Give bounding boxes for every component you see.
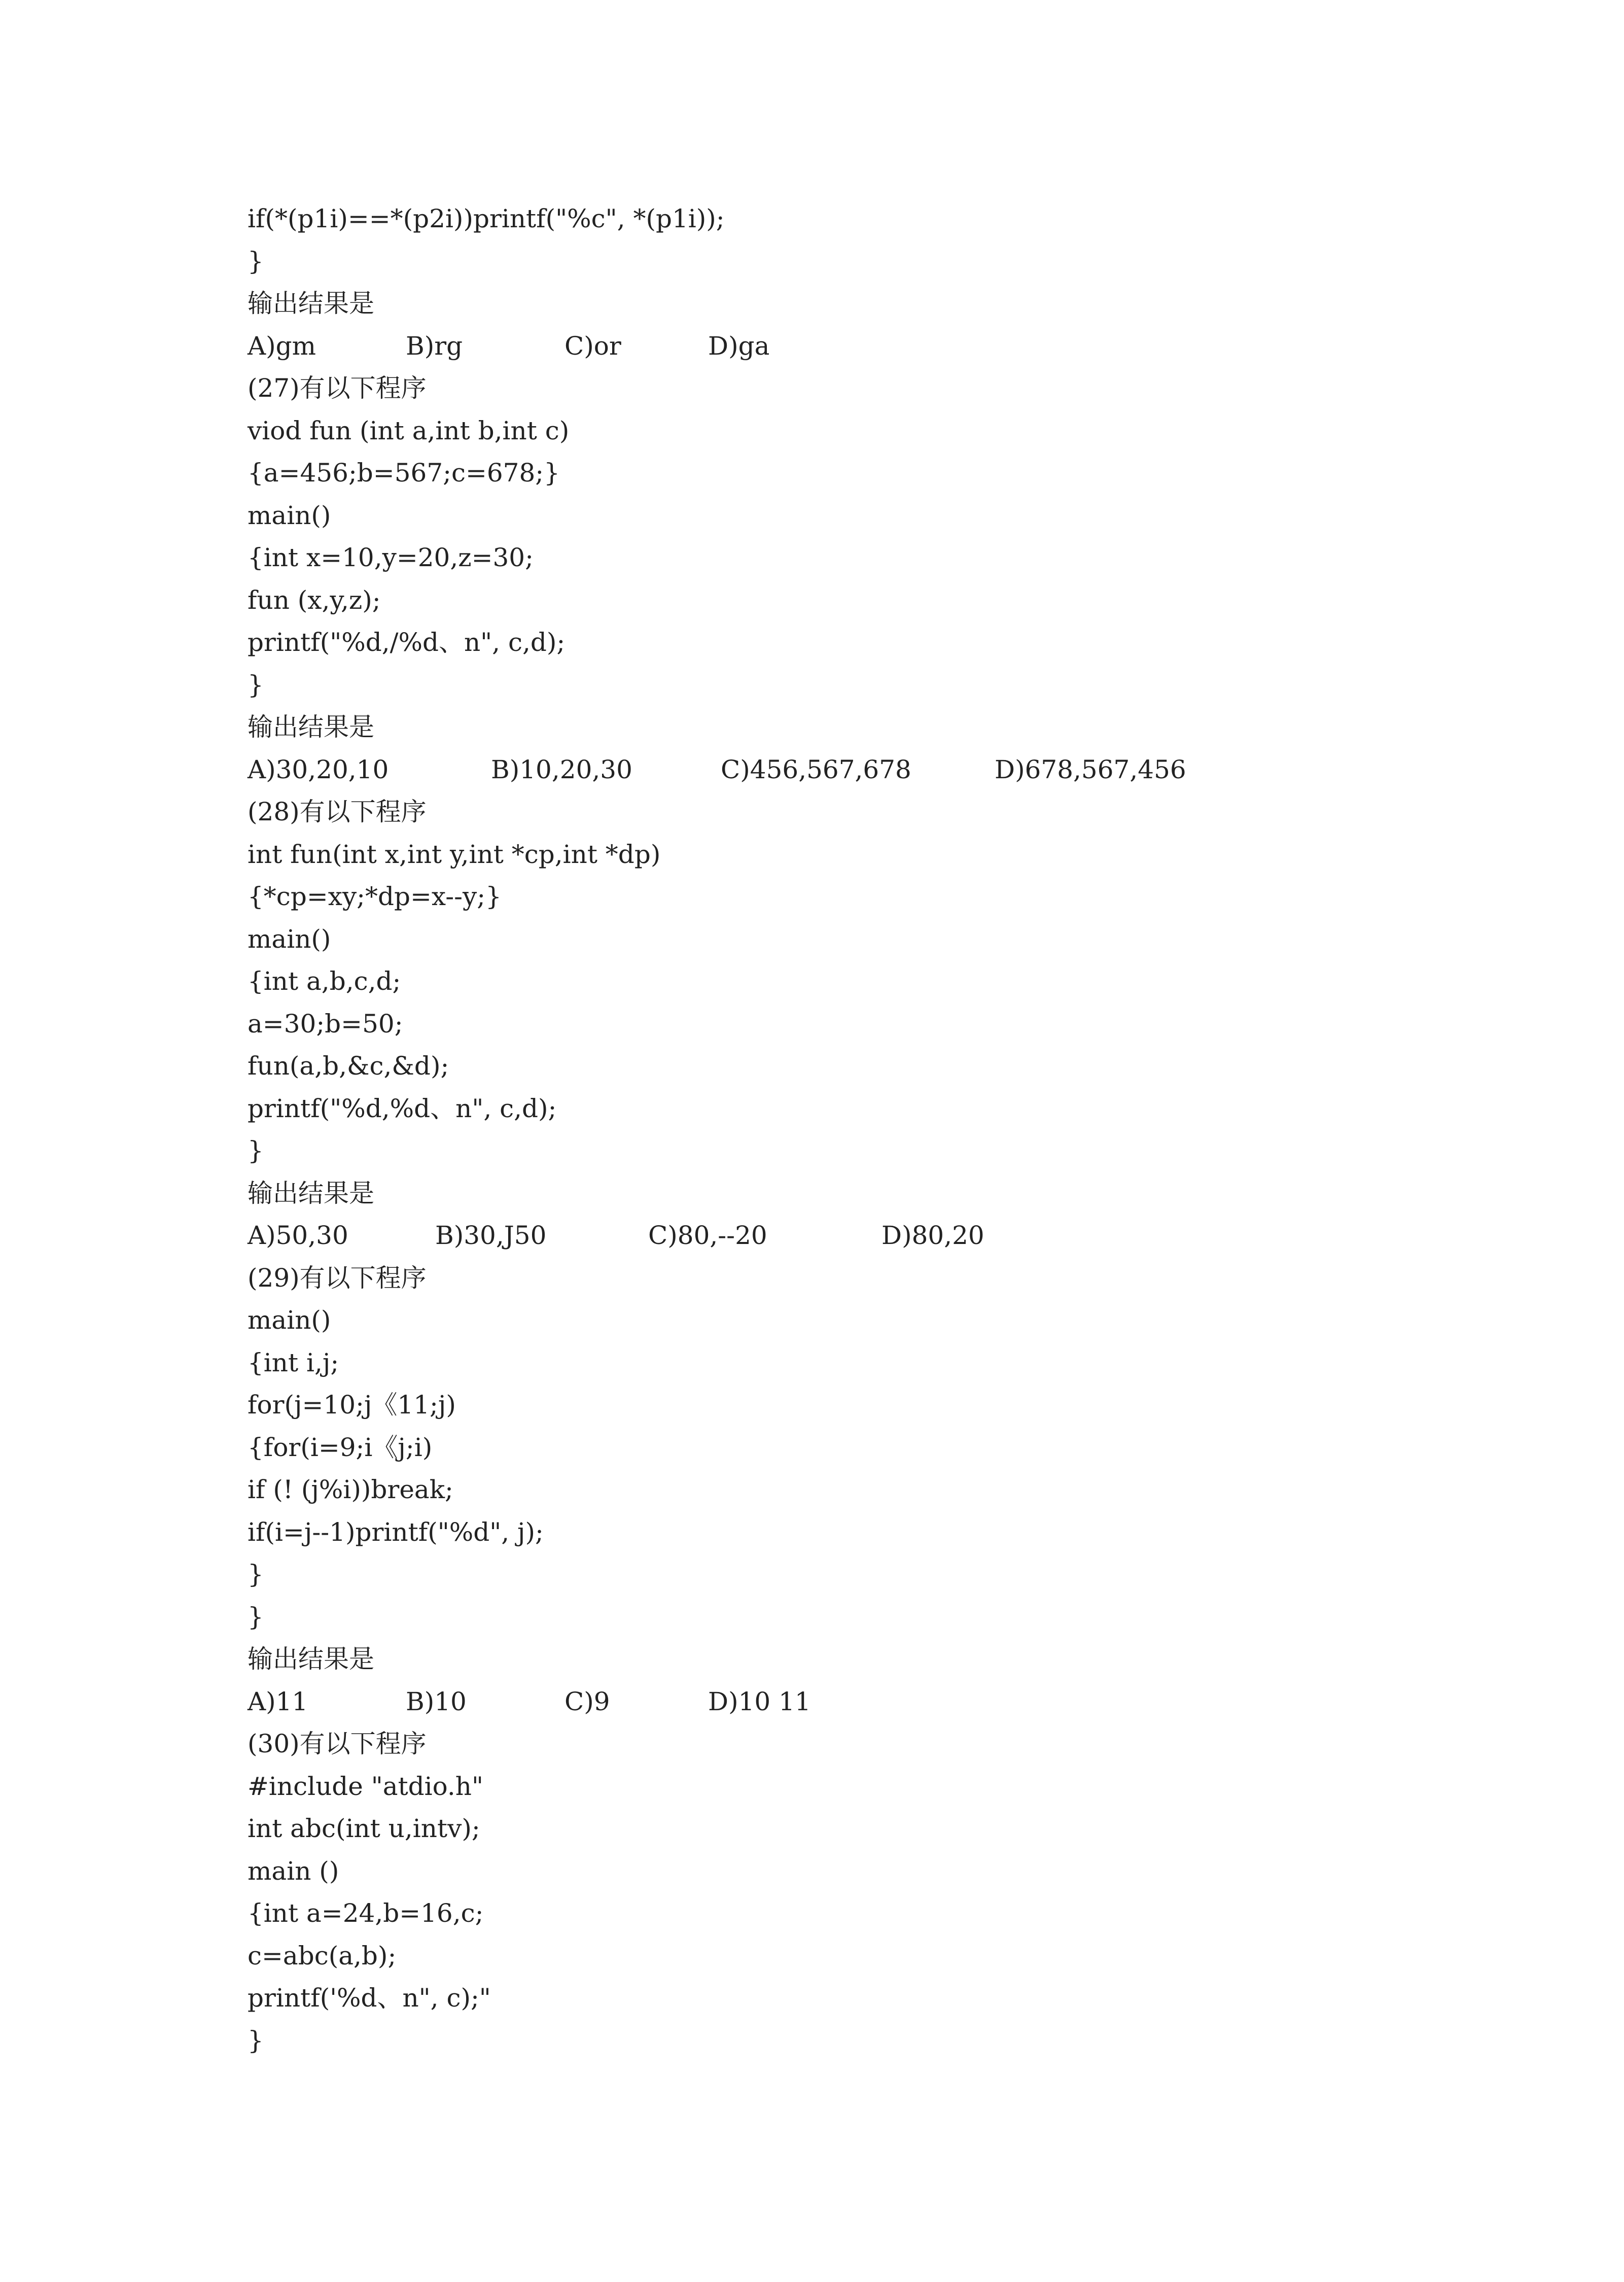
answer-option: D)ga — [708, 331, 770, 361]
document-page — [248, 198, 1429, 2062]
text-line — [248, 452, 1429, 495]
line-text: int abc(int u,intv); — [248, 1814, 480, 1843]
text-line — [248, 1045, 1429, 1088]
line-text: for(j=10;j《11;j) — [248, 1390, 456, 1420]
text-line — [248, 410, 1429, 453]
text-line — [248, 664, 1429, 707]
text-line — [248, 495, 1429, 537]
line-text: {for(i=9;i《j;i) — [248, 1432, 433, 1462]
text-line — [248, 1130, 1429, 1172]
text-line — [248, 621, 1429, 664]
line-text: (29)有以下程序 — [248, 1263, 427, 1293]
text-line — [248, 579, 1429, 622]
line-text: main () — [248, 1856, 339, 1886]
text-line — [248, 1596, 1429, 1639]
line-text: fun (x,y,z); — [248, 585, 381, 615]
line-text: a=30;b=50; — [248, 1009, 403, 1039]
text-line — [248, 1935, 1429, 1978]
answer-options-row — [248, 749, 1429, 791]
text-line — [248, 1808, 1429, 1850]
text-line — [248, 1257, 1429, 1300]
text-line — [248, 960, 1429, 1003]
line-text: (30)有以下程序 — [248, 1729, 427, 1758]
line-text: {int a,b,c,d; — [248, 966, 401, 996]
text-line — [248, 198, 1429, 240]
line-text: printf('%d、n", c);" — [248, 1983, 491, 2013]
answer-option: B)10 — [406, 1686, 467, 1716]
answer-option: A)gm — [248, 331, 316, 361]
text-line — [248, 1384, 1429, 1427]
text-line — [248, 1088, 1429, 1130]
line-text: (27)有以下程序 — [248, 373, 427, 403]
line-text: {int i,j; — [248, 1347, 339, 1377]
text-line — [248, 918, 1429, 961]
line-text: } — [248, 2025, 264, 2055]
text-line — [248, 1850, 1429, 1893]
line-text: if(*(p1i)==*(p2i))printf("%c", *(p1i)); — [248, 204, 725, 233]
text-line — [248, 367, 1429, 410]
line-text: {int x=10,y=20,z=30; — [248, 543, 534, 572]
line-text: printf("%d,%d、n", c,d); — [248, 1093, 557, 1123]
answer-option: C)456,567,678 — [721, 754, 911, 784]
line-text: 输出结果是 — [248, 1178, 374, 1208]
text-line — [248, 1511, 1429, 1554]
text-line — [248, 240, 1429, 283]
answer-options-row — [248, 325, 1429, 368]
line-text: if (! (j%i))break; — [248, 1475, 453, 1504]
answer-option: D)678,567,456 — [995, 754, 1186, 784]
answer-option: D)80,20 — [881, 1221, 984, 1250]
line-text: int fun(int x,int y,int *cp,int *dp) — [248, 839, 661, 869]
line-text: (28)有以下程序 — [248, 797, 427, 826]
text-line — [248, 1299, 1429, 1342]
line-text: } — [248, 1602, 264, 1632]
answer-option: B)10,20,30 — [491, 754, 632, 784]
answer-option: A)30,20,10 — [248, 754, 389, 784]
text-line — [248, 1892, 1429, 1935]
text-line — [248, 834, 1429, 876]
text-line — [248, 1638, 1429, 1681]
text-line — [248, 537, 1429, 579]
line-text: {*cp=xy;*dp=x--y;} — [248, 882, 502, 911]
line-text: } — [248, 1136, 264, 1165]
line-text: 输出结果是 — [248, 712, 374, 742]
line-text: main() — [248, 924, 331, 954]
line-text: 输出结果是 — [248, 289, 374, 318]
answer-option: B)rg — [406, 331, 463, 361]
text-line — [248, 2020, 1429, 2062]
line-text: fun(a,b,&c,&d); — [248, 1051, 449, 1081]
answer-option: D)10 11 — [708, 1686, 811, 1716]
line-text: if(i=j--1)printf("%d", j); — [248, 1517, 544, 1547]
text-line — [248, 1469, 1429, 1511]
line-text: printf("%d,/%d、n", c,d); — [248, 628, 566, 657]
answer-option: C)80,--20 — [648, 1221, 767, 1250]
text-line — [248, 1342, 1429, 1385]
text-line — [248, 1766, 1429, 1808]
line-text: } — [248, 246, 264, 276]
line-text: } — [248, 1560, 264, 1589]
text-line — [248, 876, 1429, 918]
line-text: {a=456;b=567;c=678;} — [248, 458, 560, 488]
text-line — [248, 283, 1429, 325]
answer-options-row — [248, 1681, 1429, 1723]
text-line — [248, 791, 1429, 834]
text-line — [248, 1977, 1429, 2020]
text-line — [248, 1172, 1429, 1215]
line-text: {int a=24,b=16,c; — [248, 1898, 484, 1928]
line-text: 输出结果是 — [248, 1644, 374, 1674]
line-text: } — [248, 670, 264, 700]
text-line — [248, 706, 1429, 749]
answer-option: A)50,30 — [248, 1221, 348, 1250]
line-text: viod fun (int a,int b,int c) — [248, 416, 570, 445]
text-line — [248, 1003, 1429, 1046]
text-line — [248, 1723, 1429, 1766]
answer-option: C)9 — [564, 1686, 610, 1716]
line-text: #include "atdio.h" — [248, 1771, 483, 1801]
text-line — [248, 1427, 1429, 1469]
text-line — [248, 1553, 1429, 1596]
answer-option: C)or — [564, 331, 621, 361]
answer-option: B)30,J50 — [435, 1221, 547, 1250]
line-text: main() — [248, 1305, 331, 1335]
line-text: c=abc(a,b); — [248, 1941, 397, 1970]
answer-option: A)11 — [248, 1686, 308, 1716]
answer-options-row — [248, 1215, 1429, 1257]
line-text: main() — [248, 500, 331, 530]
